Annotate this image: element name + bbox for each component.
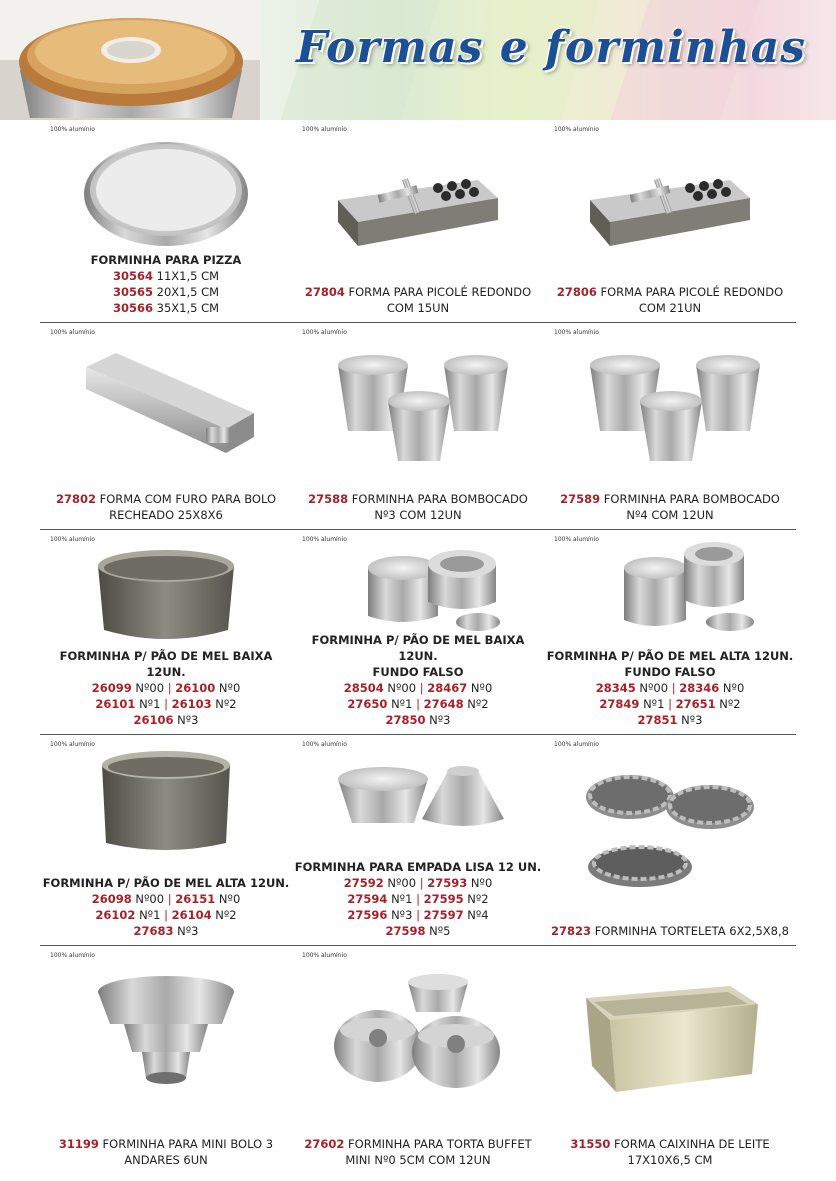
product-row: [40, 735, 796, 946]
material-tag: 100% alumínio: [50, 329, 95, 336]
material-tag: 100% alumínio: [50, 952, 95, 959]
material-tag: 100% alumínio: [50, 536, 95, 543]
empada-molds-image: [328, 749, 508, 839]
product-pao-mel-baixa-fundo-falso: [292, 530, 544, 734]
product-caption: 27588 FORMINHA PARA BOMBOCADO Nº3 COM 12UN: [308, 492, 528, 522]
product-picole-21: [544, 120, 796, 322]
product-bombocado-4: [544, 323, 796, 529]
page-title: Formas e forminhas: [296, 22, 806, 73]
material-tag: 100% alumínio: [554, 536, 599, 543]
product-pao-mel-baixa: [40, 530, 292, 734]
product-caption: 27823 FORMINHA TORTELETA 6X2,5X8,8: [551, 924, 789, 938]
product-caption: FORMINHA P/ PÃO DE MEL BAIXA 12UN. 26099 Nº00 | 26100 Nº0 26101 Nº1 | 26103 Nº2 26106 Nº3: [59, 649, 273, 727]
material-tag: 100% alumínio: [554, 329, 599, 336]
product-pao-mel-alta-fundo-falso: [544, 530, 796, 734]
product-caption: FORMINHA P/ PÃO DE MEL BAIXA 12UN. FUNDO FALSO 28504 Nº00 | 28467 Nº0 27650 Nº1 | 27648 Nº2 27850 Nº3: [311, 633, 525, 727]
product-caption: FORMINHA P/ PÃO DE MEL ALTA 12UN. FUNDO FALSO 28345 Nº00 | 28346 Nº0 27849 Nº1 | 27651 Nº2 27851 Nº3: [546, 649, 794, 727]
tartlet-molds-image: [580, 757, 760, 897]
product-row: [40, 120, 796, 323]
material-tag: 100% alumínio: [554, 126, 599, 133]
product-caption: FORMINHA PARA PIZZA 30564 11X1,5 CM 30565 20X1,5 CM 30566 35X1,5 CM: [90, 253, 242, 315]
product-grid: [40, 120, 796, 1174]
product-forma-furo: [40, 323, 292, 529]
material-tag: 100% alumínio: [50, 126, 95, 133]
product-row: [40, 946, 796, 1174]
material-tag: 100% alumínio: [50, 741, 95, 748]
product-caixinha-leite: [544, 946, 796, 1174]
material-tag: 100% alumínio: [302, 741, 347, 748]
popsicle-mold-image: [328, 150, 508, 270]
cake-photo: [0, 0, 260, 120]
product-empada: [292, 735, 544, 945]
false-bottom-ring-image: [580, 540, 760, 640]
product-torteleta: [544, 735, 796, 945]
bombocado-cups-image: [580, 341, 760, 471]
product-pao-mel-alta: [40, 735, 292, 945]
honey-bread-tall-pan-image: [76, 747, 256, 857]
pizza-pan-image: [76, 130, 256, 250]
product-caption: 27589 FORMINHA PARA BOMBOCADO Nº4 COM 12UN: [560, 492, 780, 522]
product-mini-bolo: [40, 946, 292, 1174]
product-caption: 27602 FORMINHA PARA TORTA BUFFET MINI Nº0 5CM COM 12UN: [304, 1137, 532, 1167]
filled-cake-pan-image: [76, 339, 256, 469]
product-torta-buffet: [292, 946, 544, 1174]
material-tag: 100% alumínio: [302, 536, 347, 543]
mini-cake-tier-image: [76, 968, 256, 1092]
product-caption: 27804 FORMA PARA PICOLÉ REDONDO COM 15UN: [304, 285, 532, 315]
product-row: [40, 530, 796, 735]
material-tag: 100% alumínio: [554, 741, 599, 748]
buffet-molds-image: [328, 968, 508, 1094]
product-caption: 31199 FORMINHA PARA MINI BOLO 3 ANDARES 6UN: [58, 1137, 274, 1167]
popsicle-mold-image: [580, 150, 760, 270]
product-caption: 31550 FORMA CAIXINHA DE LEITE 17X10X6,5 CM: [570, 1137, 770, 1167]
product-bombocado-3: [292, 323, 544, 529]
product-caption: FORMINHA P/ PÃO DE MEL ALTA 12UN. 26098 Nº00 | 26151 Nº0 26102 Nº1 | 26104 Nº2 27683 Nº3: [42, 876, 290, 938]
honey-bread-pan-image: [76, 544, 256, 648]
product-caption: 27802 FORMA COM FURO PARA BOLO RECHEADO 25X8X6: [55, 492, 277, 522]
material-tag: 100% alumínio: [302, 126, 347, 133]
product-pizza: [40, 120, 292, 322]
product-picole-15: [292, 120, 544, 322]
bombocado-cups-image: [328, 341, 508, 471]
material-tag: 100% alumínio: [302, 952, 347, 959]
milk-box-pan-image: [580, 970, 760, 1100]
product-caption: FORMINHA PARA EMPADA LISA 12 UN. 27592 Nº00 | 27593 Nº0 27594 Nº1 | 27595 Nº2 27596 Nº3 | 27597 Nº4 27598 Nº5: [294, 860, 542, 938]
false-bottom-ring-image: [328, 542, 508, 642]
page-header: [0, 0, 836, 120]
material-tag: 100% alumínio: [302, 329, 347, 336]
product-caption: 27806 FORMA PARA PICOLÉ REDONDO COM 21UN: [556, 285, 784, 315]
product-row: [40, 323, 796, 530]
